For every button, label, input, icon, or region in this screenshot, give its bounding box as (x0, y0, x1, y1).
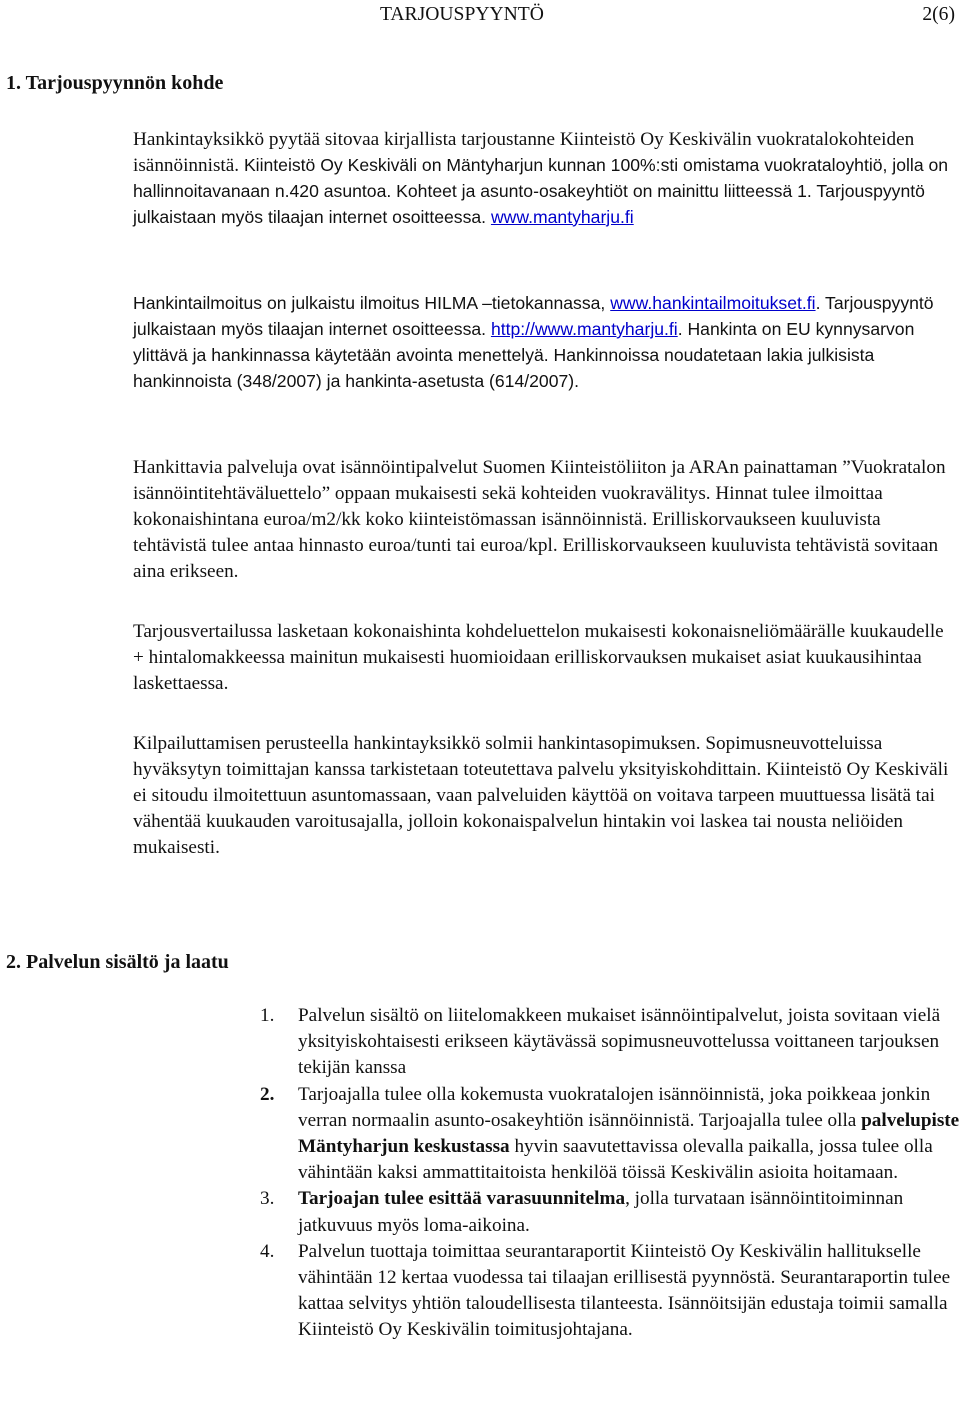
list-number: 3. (260, 1188, 275, 1210)
paragraph-text: . Tarjouspyyntö julkaistaan myös tilaajan internet osoitteessa. (133, 293, 934, 339)
section-heading-2: 2. Palvelun sisältö ja laatu (6, 951, 229, 973)
list-number: 1. (260, 1005, 275, 1026)
list-text: Tarjoajalla tulee olla kokemusta vuokratalojen isännöinnistä, joka poikkeaa jonkin verran normaalin asunto-osakeyhtiön isännöinnistä. Tarjoajalla tulee olla (298, 1083, 931, 1131)
list-number: 4. (260, 1240, 275, 1262)
list-text: Palvelun sisältö on liitelomakkeen mukaiset isännöintipalvelut, joista sovitaan vielä yksityiskohtaisesti erikseen käytävässä sopimusneuvottelussa voittaneen tarjouksen tekijän kanssa (298, 1005, 941, 1079)
list-item (260, 1186, 960, 1238)
paragraph-subject (133, 127, 951, 231)
section-heading-1: 1. Tarjouspyynnön kohde (6, 72, 224, 94)
paragraph-services: Hankittavia palveluja ovat isännöintipalvelut Suomen Kiinteistöliiton ja ARAn painattaman ”Vuokratalon isännöintitehtäväluettelo” oppaan mukaisesti sekä kohteiden vuokravälitys. Hinnat tulee ilmoittaa kokonaishintana euroa/m2/kk koko kiinteistömassan isännöinnistä. Erilliskorvaukseen kuuluvista tehtävistä tulee antaa hinnasto euroa/tunti tai euroa/kpl. Erilliskorvaukseen kuuluvista tehtävistä sovitaan aina erikseen. (133, 457, 946, 582)
service-requirements-list (260, 1003, 960, 1344)
paragraph-notice (133, 291, 951, 395)
list-text: Palvelun tuottaja toimittaa seurantaraportit Kiinteistö Oy Keskivälin hallitukselle vähintään 12 kertaa vuodessa tai tilaajan erillisestä pyynnöstä. Seurantaraportin tulee kattaa selvitys yhtiön taloudellisesta tilanteesta. Isännöitsijän edustaja toimii samalla Kiinteistö Oy Keskivälin toimitusjohtajana. (298, 1240, 951, 1341)
paragraph-contract: Kilpailuttamisen perusteella hankintayksikkö solmii hankintasopimuksen. Sopimusneuvotteluissa hyväksytyn toimittajan kanssa tarkistetaan toteutettava palvelu yksityiskohdittain. Kiinteistö Oy Keskiväli ei sitoudu ilmoitettuun asuntomassaan, vaan palveluiden käyttöä on voitava tarpeen muuttuessa lisätä tai vähentää kuukauden varoitusajalla, jolloin kokonaispalvelun hintakin voi laskea tai nousta neliöiden mukaisesti. (133, 733, 949, 858)
paragraph-text: Hankintayksikkö pyytää sitovaa kirjallista tarjoustanne Kiinteistö Oy Keskivälin vuokratalokohteiden isännöinnistä. (133, 129, 915, 176)
list-text: , jolla turvataan isännöintitoiminnan jatkuvuus myös loma-aikoina. (298, 1188, 904, 1236)
list-text-bold: palvelupiste Mäntyharjun keskustassa (298, 1109, 960, 1158)
list-item (260, 1082, 960, 1187)
website-link[interactable]: www.mantyharju.fi (490, 206, 634, 227)
hilma-link[interactable]: www.hankintailmoitukset.fi (610, 293, 816, 313)
paragraph-text: Kiinteistö Oy Keskiväli on Mäntyharjun kunnan 100%:sti omistama vuokrataloyhtiö, jolla on hallinnoitavanaan n.420 asuntoa. Kohteet ja asunto-osakeyhtiöt on mainittu liitteessä 1. Tarjouspyyntö julkaistaan myös tilaajan internet osoitteessa. (133, 154, 949, 227)
list-text: hyvin saavutettavissa olevalla paikalla, jossa tulee olla vähintään kaksi ammattitaitoista henkilöä töissä Keskivälin asioita hoitamaan. (298, 1136, 933, 1184)
list-text-bold: Tarjoajan tulee esittää varasuunnitelma (298, 1188, 626, 1210)
list-item (260, 1003, 960, 1082)
paragraph-text: Hankintailmoitus on julkaistu ilmoitus HILMA –tietokannassa, (133, 293, 611, 313)
list-item (260, 1239, 960, 1344)
paragraph-text: . Hankinta on EU kynnysarvon ylittävä ja hankinnassa käytetään avointa menettelyä. Hankinnoissa noudatetaan lakia julkisista hankinnoista (348/2007) ja hankinta-asetusta (614/2007). (133, 318, 915, 391)
page-number: 2(6) (922, 4, 955, 25)
document-title: TARJOUSPYYNTÖ (380, 4, 544, 25)
website-link[interactable]: http://www.mantyharju.fi (490, 318, 678, 339)
list-number: 2. (260, 1083, 275, 1105)
page-header (380, 4, 955, 30)
paragraph-comparison: Tarjousvertailussa lasketaan kokonaishinta kohdeluettelon mukaisesti kokonaisneliömäärälle kuukaudelle + hintalomakkeessa mainitun mukaisesti huomioidaan erilliskorvauksen mukaiset asiat kuukausihintaa laskettaessa. (133, 621, 944, 694)
